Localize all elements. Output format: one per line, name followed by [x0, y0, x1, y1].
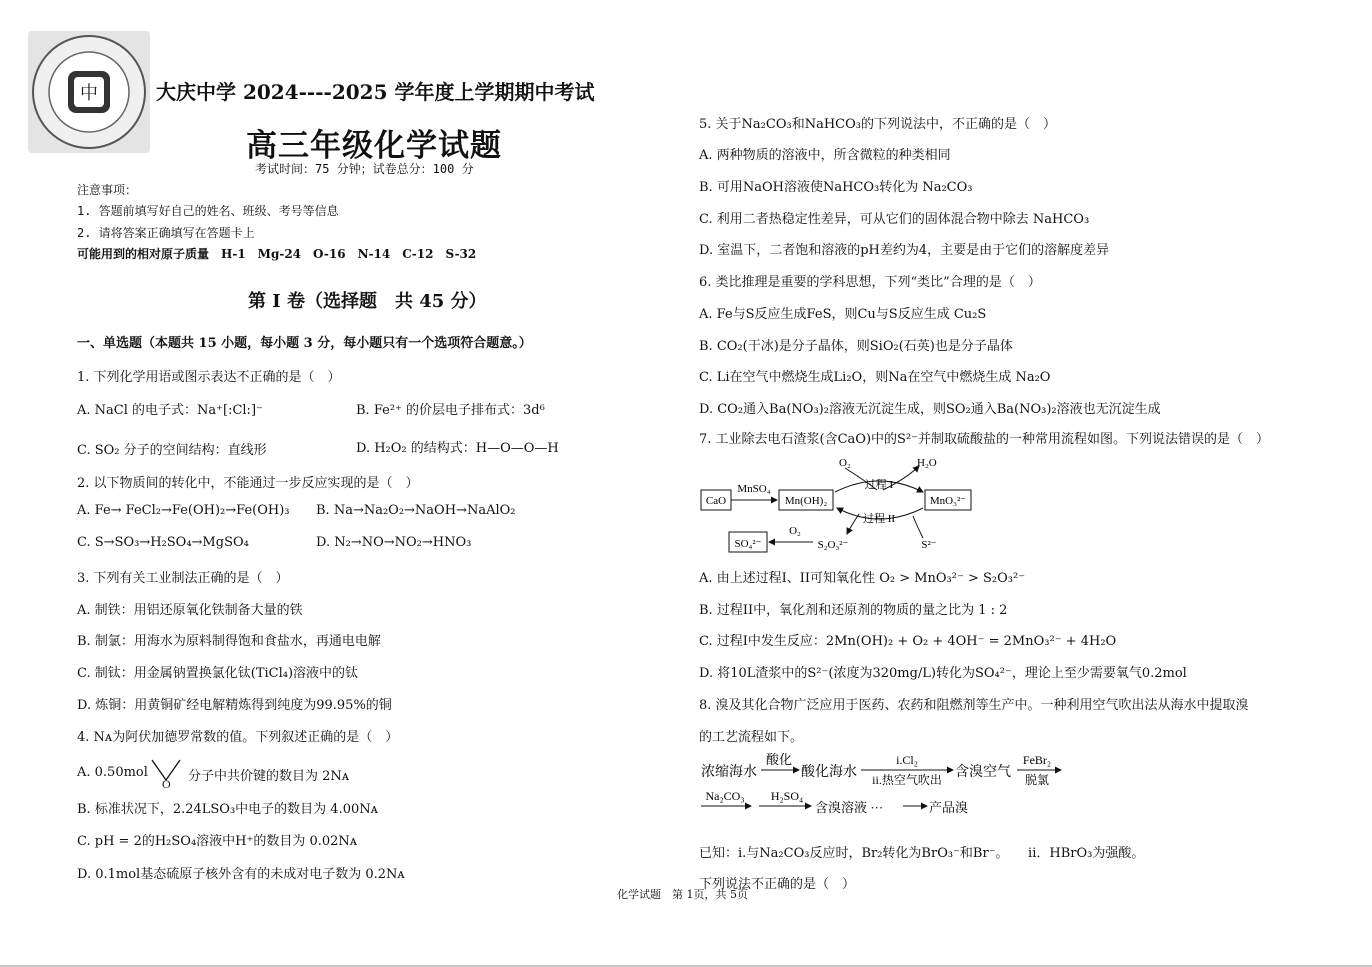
svg-text:O: O — [162, 777, 171, 790]
option: D. H₂O₂ 的结构式：H—O—O—H — [356, 441, 559, 456]
step-bromine-air: 含溴空气 — [955, 765, 1011, 780]
page-footer: 化学试题 第 1页，共 5页 — [617, 888, 748, 901]
option: B. Fe²⁺ 的价层电子排布式：3d⁶ — [356, 403, 545, 418]
label-mnso4: MnSO₄ — [737, 483, 771, 495]
notice-title: 注意事项： — [77, 183, 138, 197]
option: D. 将10L渣浆中的S²⁻(浓度为320mg/L)转化为SO₄²⁻，理论上至少需要氧气0.2mol — [699, 666, 1187, 681]
option: D. N₂→NO→NO₂→HNO₃ — [316, 535, 472, 550]
question-stem: 5. 关于Na₂CO₃和NaHCO₃的下列说法中，不正确的是（ ） — [699, 117, 1056, 132]
option: A. 两种物质的溶液中，所含微粒的种类相同 — [699, 148, 951, 163]
step-acidify: 酸化 — [765, 752, 793, 767]
label-o2-2: O₂ — [789, 525, 801, 537]
step-h2so4: H₂SO₄ — [770, 789, 804, 803]
step-febr2: FeBr₂ — [1022, 753, 1052, 767]
question-stem-cont: 的工艺流程如下。 — [699, 730, 804, 745]
step-product: 产品溴 — [929, 800, 969, 815]
option: C. 过程I中发生反应：2Mn(OH)₂ + O₂ + 4OH⁻ = 2MnO₃²⁻ + 4H₂O — [699, 634, 1117, 649]
option: A. 由上述过程I、II可知氧化性 O₂ > MnO₃²⁻ > S₂O₃²⁻ — [699, 571, 1026, 586]
section-title: 第 I 卷（选择题 共 45 分） — [248, 291, 487, 312]
question-stem: 6. 类比推理是重要的学科思想，下列“类比”合理的是（ ） — [699, 275, 1041, 290]
option: A. Fe与S反应生成FeS，则Cu与S反应生成 Cu₂S — [699, 307, 987, 322]
label-o2: O₂ — [839, 457, 851, 469]
node-mno3: MnO₃²⁻ — [929, 495, 967, 507]
label-process-1: 过程 I — [864, 479, 894, 491]
step-dechlorinate: 脱氯 — [1024, 773, 1050, 787]
node-so4: SO₄²⁻ — [734, 538, 762, 550]
svg-text:中: 中 — [80, 83, 98, 103]
exam-title: 大庆中学 2024----2025 学年度上学期期中考试 — [156, 80, 595, 104]
question-stem: 8. 溴及其化合物广泛应用于医药、农药和阻燃剂等生产中。一种利用空气吹出法从海水中提取溴 — [699, 698, 1249, 713]
section-instructions: 一、单选题（本题共 15 小题，每小题 3 分，每小题只有一个选项符合题意。） — [77, 336, 532, 351]
option: C. pH = 2的H₂SO₄溶液中H⁺的数目为 0.02Nᴀ — [77, 834, 358, 849]
known-conditions: 已知：i.与Na₂CO₃反应时，Br₂转化为BrO₃⁻和Br⁻。 ii．HBrO₃为强酸。 — [699, 846, 1145, 861]
process-diagram-q7 — [699, 452, 999, 560]
option: B. CO₂(干冰)是分子晶体，则SiO₂(石英)也是分子晶体 — [699, 339, 1013, 354]
question-stem: 4. Nᴀ为阿伏加德罗常数的值。下列叙述正确的是（ ） — [77, 730, 399, 745]
node-cao: CaO — [705, 495, 727, 507]
step-bromine-solution: 含溴溶液 ··· — [815, 800, 884, 815]
question-ask: 下列说法不正确的是（ ） — [699, 877, 856, 892]
option: C. S→SO₃→H₂SO₄→MgSO₄ — [77, 535, 249, 550]
option: B. 可用NaOH溶液使NaHCO₃转化为 Na₂CO₃ — [699, 180, 973, 195]
option: C. SO₂ 分子的空间结构：直线形 — [77, 443, 267, 458]
question-stem: 7. 工业除去电石渣浆(含CaO)中的S²⁻并制取硫酸盐的一种常用流程如图。下列说法错误的是（ ） — [699, 432, 1270, 447]
atomic-masses: 可能用到的相对原子质量 H-1 Mg-24 O-16 N-14 C-12 S-32 — [77, 247, 477, 261]
option: C. 利用二者热稳定性差异，可从它们的固体混合物中除去 NaHCO₃ — [699, 212, 1090, 227]
question-stem: 2. 以下物质间的转化中，不能通过一步反应实现的是（ ） — [77, 476, 419, 491]
step-hot-air: ii.热空气吹出 — [872, 773, 942, 787]
option: D. 0.1mol基态硫原子核外含有的未成对电子数为 0.2Nᴀ — [77, 867, 405, 882]
epoxide-structure — [148, 756, 184, 790]
step-seawater: 浓缩海水 — [701, 765, 757, 780]
option: B. Na→Na₂O₂→NaOH→NaAlO₂ — [316, 503, 516, 518]
option: A. 0.50mol — [77, 765, 148, 780]
step-na2co3: Na₂CO₃ — [705, 789, 745, 803]
question-stem: 3. 下列有关工业制法正确的是（ ） — [77, 571, 289, 586]
notice-item: 2. 请将答案正确填写在答题卡上 — [77, 226, 255, 240]
school-logo — [28, 31, 150, 153]
option: D. 室温下，二者饱和溶液的pH差约为4，主要是由于它们的溶解度差异 — [699, 243, 1110, 258]
label-h2o: H₂O — [917, 457, 937, 469]
exam-info: 考试时间：75 分钟；试卷总分：100 分 — [255, 162, 474, 176]
option: D. 炼铜：用黄铜矿经电解精炼得到纯度为99.95%的铜 — [77, 698, 392, 713]
option: B. 过程II中，氧化剂和还原剂的物质的量之比为 1 : 2 — [699, 603, 1008, 618]
option: C. 制钛：用金属钠置换氯化钛(TiCl₄)溶液中的钛 — [77, 666, 359, 681]
option: A. NaCl 的电子式：Na⁺[:Cl:]⁻ — [77, 403, 263, 418]
process-diagram-q8 — [699, 750, 1079, 820]
option: B. 制氯：用海水为原料制得饱和食盐水，再通电电解 — [77, 634, 381, 649]
option: C. Li在空气中燃烧生成Li₂O，则Na在空气中燃烧生成 Na₂O — [699, 370, 1051, 385]
option: A. 制铁：用铝还原氧化铁制备大量的铁 — [77, 603, 303, 618]
notice-item: 1. 答题前填写好自己的姓名、班级、考号等信息 — [77, 204, 339, 218]
node-s2o3: S₂O₃²⁻ — [817, 539, 849, 551]
node-s2: S²⁻ — [921, 539, 937, 551]
label-process-2: 过程 II — [862, 513, 896, 525]
option: D. CO₂通入Ba(NO₃)₂溶液无沉淀生成，则SO₂通入Ba(NO₃)₂溶液也无沉淀生成 — [699, 402, 1161, 417]
question-stem: 1. 下列化学用语或图示表达不正确的是（ ） — [77, 370, 341, 385]
option: A. Fe→ FeCl₂→Fe(OH)₂→Fe(OH)₃ — [77, 503, 290, 518]
option-cont: 分子中共价键的数目为 2Nᴀ — [188, 769, 350, 784]
option: B. 标准状况下，2.24LSO₃中电子的数目为 4.00Nᴀ — [77, 802, 378, 817]
step-cl2: i.Cl₂ — [896, 753, 918, 767]
step-acid-seawater: 酸化海水 — [801, 765, 857, 780]
paper-title: 高三年级化学试题 — [246, 128, 502, 164]
node-mnoh2: Mn(OH)₂ — [784, 495, 828, 507]
